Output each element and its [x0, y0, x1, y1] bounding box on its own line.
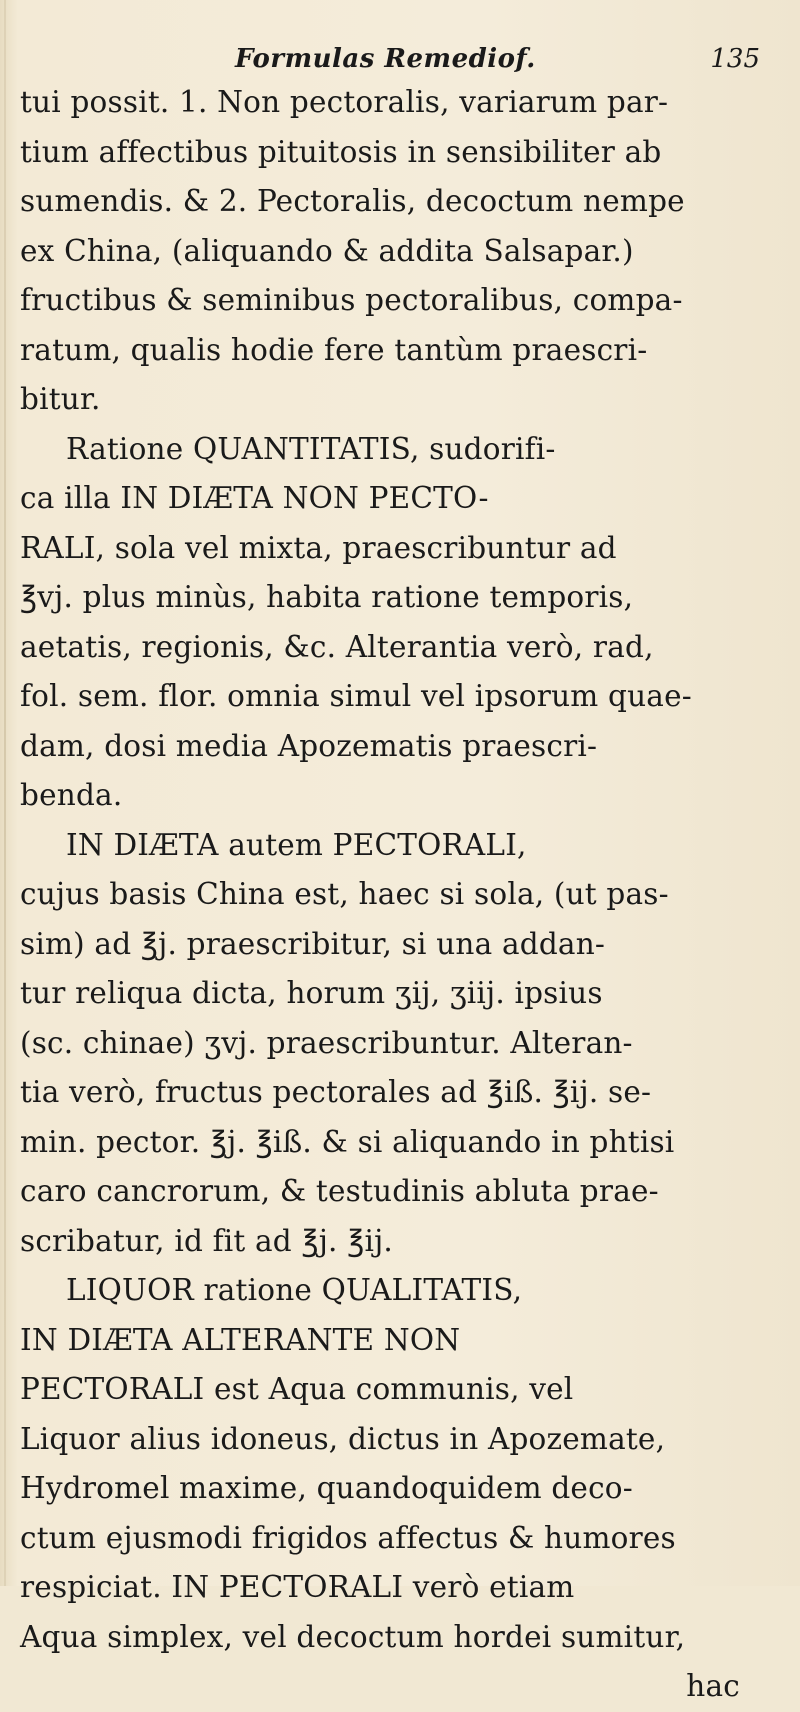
text-line: aetatis, regionis, &c. Alterantia verò, rad, [20, 629, 654, 664]
text-line: tium affectibus pituitosis in sensibiliter ab [20, 134, 662, 169]
text-line: tia verò, fructus pectorales ad ℥iß. ℥ij. se- [20, 1075, 652, 1109]
text-line: min. pector. ℥j. ℥iß. & si aliquando in phtisi [20, 1124, 675, 1159]
text-line: RALI, sola vel mixta, praescribuntur ad [20, 530, 617, 565]
text-line: cujus basis China est, haec si sola, (ut pas- [20, 877, 669, 911]
text-line: ca illa IN DIÆTA NON PECTO- [20, 481, 489, 515]
text-line: Aqua simplex, vel decoctum hordei sumitur, [20, 1619, 686, 1654]
text-line: IN DIÆTA autem PECTORALI, [66, 827, 527, 862]
text-line: respiciat. IN PECTORALI verò etiam [20, 1570, 575, 1604]
text-line: scribatur, id fit ad ℥j. ℥ij. [20, 1223, 394, 1258]
text-line: tui possit. 1. Non pectoralis, variarum par- [20, 85, 669, 119]
text-line: ratum, qualis hodie fere tantùm praescri- [20, 332, 648, 367]
text-line: PECTORALI est Aqua communis, vel [20, 1372, 574, 1406]
text-line: tur reliqua dicta, horum ʒij, ʒiij. ipsius [20, 976, 603, 1010]
text-line: IN DIÆTA ALTERANTE NON [20, 1322, 461, 1357]
text-line: LIQUOR ratione QUALITATIS, [66, 1273, 523, 1307]
page-number: 135 [710, 44, 760, 74]
text-line: Liquor alius idoneus, dictus in Apozemate, [20, 1421, 666, 1456]
text-line: Hydromel maxime, quandoquidem deco- [20, 1471, 633, 1505]
text-line: fol. sem. flor. omnia simul vel ipsorum quae- [20, 679, 692, 713]
page-gutter [4, 0, 6, 1586]
text-line: caro cancrorum, & testudinis abluta prae- [20, 1174, 659, 1208]
text-line: bitur. [20, 382, 101, 416]
text-line: ex China, (aliquando & addita Salsapar.) [20, 233, 634, 268]
body-text [20, 78, 760, 1712]
text-line: sim) ad ℥j. praescribitur, si una addan- [20, 926, 606, 961]
text-line: ctum ejusmodi frigidos affectus & humores [20, 1520, 676, 1555]
text-line: ℥vj. plus minùs, habita ratione temporis, [20, 580, 634, 614]
text-line: Ratione QUANTITATIS, sudorifi- [66, 431, 556, 466]
text-line: fructibus & seminibus pectoralibus, compa- [20, 283, 683, 317]
text-line: benda. [20, 778, 123, 812]
text-line: sumendis. & 2. Pectoralis, decoctum nempe [20, 184, 685, 218]
catchword: hac [686, 1669, 740, 1703]
text-line: dam, dosi media Apozematis praescri- [20, 728, 598, 763]
running-title: Formulas Remediof. [235, 44, 536, 74]
text-line: (sc. chinae) ʒvj. praescribuntur. Alteran- [20, 1025, 633, 1060]
